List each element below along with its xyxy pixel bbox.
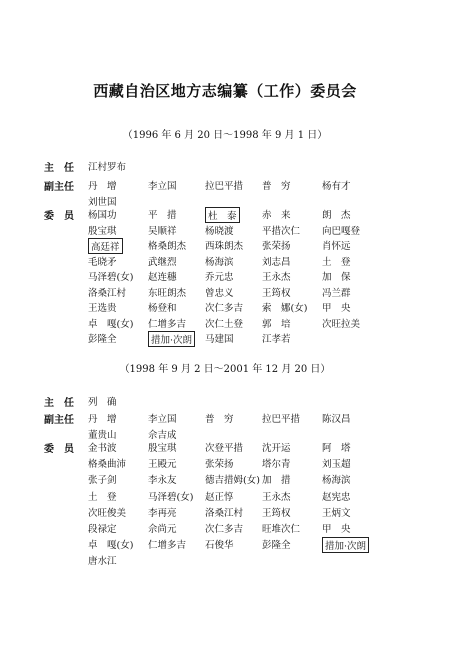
member-name: 殷宝琪: [88, 225, 117, 237]
member-row: [0, 316, 450, 330]
member-name: 平 措: [148, 210, 177, 221]
member-name: 次旺俊美: [88, 507, 127, 519]
member-name: 丹 增: [88, 414, 117, 425]
member-name: 马建国: [205, 334, 234, 345]
member-row: [0, 456, 450, 470]
member-name: 赵正惇: [205, 491, 234, 503]
member-name: 杨有才: [322, 181, 351, 192]
role-label: 主 任: [44, 163, 74, 174]
member-row: [0, 254, 450, 268]
member-name: 石俊华: [205, 540, 234, 552]
member-name: 刘志昌: [262, 256, 291, 268]
role-label: 主 任: [44, 398, 74, 409]
member-row: [0, 521, 450, 535]
member-name: 仁增多吉: [148, 540, 187, 552]
member-name: 拉巴平措: [205, 181, 244, 192]
member-name: 格桑曲沛: [88, 459, 127, 471]
member-name: 土 登: [88, 491, 117, 503]
member-name: 董贵山: [88, 430, 117, 442]
member-row: [0, 440, 450, 454]
member-name: 甲 央: [322, 303, 351, 314]
member-name: 王筠权: [262, 507, 291, 519]
role-label: 副主任: [44, 182, 74, 193]
member-name: 杜 泰: [205, 207, 240, 223]
member-name: 王殿元: [148, 459, 177, 471]
member-name: 洛桑江村: [88, 287, 127, 299]
member-row: [0, 223, 450, 237]
member-name: 李立国: [148, 181, 177, 192]
member-name: 向巴嘎登: [322, 225, 361, 237]
member-name: 江孝若: [262, 334, 291, 345]
member-name: 张子剑: [88, 475, 117, 487]
member-name: 卓 嘎(女): [88, 318, 134, 330]
period-range: （1998 年 9 月 2 日～2001 年 12 月 20 日）: [119, 364, 331, 375]
member-name: 甲 央: [322, 524, 351, 535]
member-row: [0, 537, 450, 551]
member-row: [0, 394, 450, 408]
member-name: 张荣扬: [262, 241, 291, 252]
member-row: [0, 411, 450, 425]
member-name: 陈汉昌: [322, 414, 351, 425]
member-name: 杨晓渡: [205, 225, 234, 237]
member-name: 赤 来: [262, 210, 291, 221]
member-name: 格桑朗杰: [148, 241, 187, 252]
role-label: 副主任: [44, 415, 74, 426]
member-name: 王永杰: [262, 491, 291, 503]
member-name: 马泽碧(女): [148, 491, 194, 503]
member-name: 次仁多吉: [205, 524, 244, 535]
member-row: [0, 505, 450, 519]
member-name: 德吉措姆(女): [205, 475, 260, 487]
member-name: 措加·次朗: [148, 331, 195, 347]
member-name: 王炳文: [322, 507, 351, 519]
member-name: 丹 增: [88, 181, 117, 192]
member-name: 仁增多吉: [148, 318, 187, 330]
member-name: 乔元忠: [205, 272, 234, 283]
role-label: 委 员: [44, 211, 74, 222]
member-name: 刘世国: [88, 196, 117, 208]
member-name: 次旺拉美: [322, 318, 361, 330]
member-name: 杨海滨: [205, 256, 234, 268]
member-name: 列 确: [88, 397, 117, 408]
member-name: 杨国功: [88, 210, 117, 221]
member-name: 索 娜(女): [262, 303, 308, 314]
member-name: 塔尔青: [262, 459, 291, 471]
member-name: 次仁多吉: [205, 303, 244, 314]
member-row: [0, 178, 450, 192]
member-name: 金书波: [88, 443, 117, 454]
member-name: 措加·次朗: [322, 537, 369, 553]
member-name: 赵宪忠: [322, 491, 351, 503]
member-name: 段禄定: [88, 524, 117, 535]
member-name: 武继烈: [148, 256, 177, 268]
member-row: [0, 331, 450, 345]
member-name: 杨海滨: [322, 475, 351, 487]
member-name: 刘玉超: [322, 459, 351, 471]
member-row: [0, 472, 450, 486]
member-name: 毛晓矛: [88, 256, 117, 268]
page-title: 西藏自治区地方志编纂（工作）委员会: [93, 82, 357, 100]
member-name: 李再亮: [148, 507, 177, 519]
member-name: 旺堆次仁: [262, 524, 301, 535]
member-row: [0, 238, 450, 252]
member-row: [0, 207, 450, 221]
member-row: [0, 159, 450, 173]
member-name: 洛桑江村: [205, 507, 244, 519]
member-name: 佘吉成: [148, 430, 177, 442]
member-name: 次登平措: [205, 443, 244, 454]
member-name: 阿 塔: [322, 443, 351, 454]
member-name: 高廷祥: [88, 238, 123, 254]
member-name: 平措次仁: [262, 225, 301, 237]
member-name: 冯兰群: [322, 287, 351, 299]
member-name: 加 保: [322, 272, 351, 283]
member-name: 赵连穗: [148, 272, 177, 283]
member-name: 土 登: [322, 256, 351, 268]
member-name: 西珠朗杰: [205, 241, 244, 252]
member-name: 张荣扬: [205, 459, 234, 471]
member-name: 吴顺祥: [148, 225, 177, 237]
member-name: 朗 杰: [322, 210, 351, 221]
member-name: 沈开运: [262, 443, 291, 454]
member-name: 殷宝琪: [148, 443, 177, 454]
member-name: 东旺朗杰: [148, 287, 187, 299]
role-label: 委 员: [44, 444, 74, 455]
member-name: 普 穷: [205, 414, 234, 425]
member-name: 卓 嘎(女): [88, 540, 134, 552]
member-name: 普 穷: [262, 181, 291, 192]
member-name: 加 措: [262, 475, 291, 487]
member-row: [0, 300, 450, 314]
member-row: [0, 285, 450, 299]
member-name: 佘尚元: [148, 524, 177, 535]
member-row: [0, 553, 450, 567]
member-row: [0, 489, 450, 503]
member-name: 郭 培: [262, 318, 291, 330]
member-row: [0, 194, 450, 208]
member-name: 马泽碧(女): [88, 272, 134, 283]
member-name: 彭隆全: [88, 334, 117, 345]
member-name: 王永杰: [262, 272, 291, 283]
member-name: 王选贵: [88, 303, 117, 314]
member-name: 王筠权: [262, 287, 291, 299]
member-name: 曾忠义: [205, 287, 234, 299]
member-name: 唐水江: [88, 556, 117, 568]
member-name: 江村罗布: [88, 162, 127, 173]
member-name: 肖怀远: [322, 241, 351, 252]
member-name: 李永友: [148, 475, 177, 487]
member-name: 拉巴平措: [262, 414, 301, 425]
member-name: 彭隆全: [262, 540, 291, 552]
period-range: （1996 年 6 月 20 日～1998 年 9 月 1 日）: [122, 130, 328, 141]
member-row: [0, 269, 450, 283]
member-name: 李立国: [148, 414, 177, 425]
member-name: 杨登和: [148, 303, 177, 314]
member-name: 次仁土登: [205, 318, 244, 330]
